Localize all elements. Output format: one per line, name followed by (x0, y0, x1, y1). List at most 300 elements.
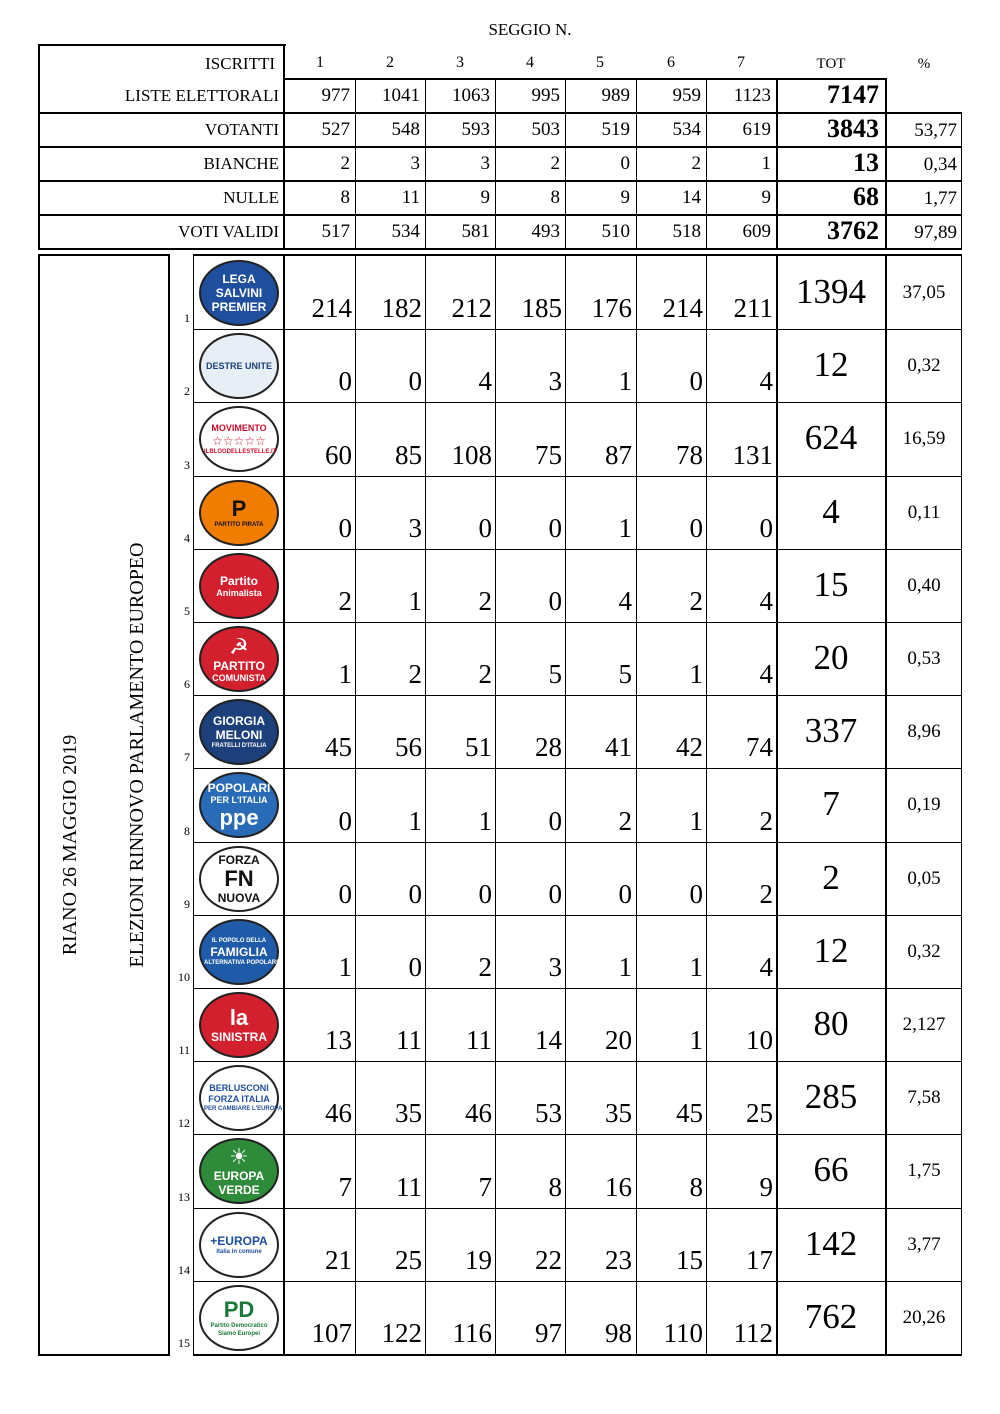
grid-line (38, 112, 962, 114)
party-vote: 116 (452, 1318, 492, 1348)
party-vote: 1 (338, 659, 352, 689)
logo-text: MOVIMENTO (211, 422, 267, 433)
logo-text: Siamo Europei (217, 1331, 260, 1337)
party-vote: 11 (466, 1025, 492, 1055)
stat-percent: 53,77 (914, 120, 957, 141)
party-vote: 1 (338, 952, 352, 982)
logo-text: POPOLARI (207, 780, 271, 795)
grid-line (38, 44, 286, 46)
movimento-5-stelle-logo (199, 406, 279, 472)
logo-text: ☭ (229, 633, 249, 659)
stat-percent: 0,34 (923, 154, 957, 175)
partito-democratico-logo (199, 1285, 279, 1351)
logo-text: ILBLOGDELLESTELLE.IT (204, 448, 277, 455)
party-vote: 131 (732, 440, 773, 470)
party-vote: 75 (535, 440, 562, 470)
party-total: 4 (822, 492, 840, 531)
stat-total: 13 (853, 148, 879, 177)
logo-text: ALTERNATIVA POPOLARE (204, 960, 281, 966)
party-total: 20 (813, 638, 849, 677)
seggio-number: 7 (737, 54, 745, 71)
lega-salvini-logo (199, 260, 279, 326)
seggio-number: 5 (596, 54, 604, 71)
seggio-number: 2 (386, 54, 394, 71)
grid-line (193, 1208, 961, 1209)
party-vote: 0 (338, 806, 352, 836)
stat-value: 1123 (733, 85, 771, 106)
stat-total: 68 (853, 182, 879, 211)
stat-value: 548 (391, 119, 420, 140)
grid-line (38, 146, 962, 148)
popolari-per-italia-logo (199, 772, 279, 838)
logo-text: VERDE (218, 1183, 260, 1197)
stat-value: 2 (691, 153, 701, 174)
party-vote: 35 (605, 1098, 632, 1128)
party-total: 285 (804, 1077, 858, 1116)
party-vote: 0 (548, 806, 562, 836)
party-vote: 23 (605, 1245, 632, 1275)
party-vote: 1 (408, 586, 422, 616)
party-vote: 9 (759, 1172, 773, 1202)
party-number: 13 (178, 1190, 190, 1204)
party-total: 2 (822, 858, 840, 897)
party-vote: 21 (325, 1245, 352, 1275)
logo-text: BERLUSCONI (209, 1083, 269, 1093)
europa-verde-logo (199, 1138, 279, 1204)
logo-text: ☀ (229, 1144, 249, 1169)
logo-text: Partito Democratico (210, 1323, 268, 1329)
party-total: 15 (813, 565, 849, 604)
stat-value: 1063 (452, 85, 490, 106)
party-vote: 4 (759, 659, 773, 689)
party-vote: 185 (521, 293, 562, 323)
party-vote: 42 (676, 732, 703, 762)
stat-value: 2 (340, 153, 350, 174)
party-percent: 0,11 (907, 502, 941, 523)
party-total: 66 (813, 1150, 849, 1189)
seggio-number: 4 (526, 54, 534, 71)
party-percent: 0,19 (907, 794, 941, 815)
party-vote: 45 (676, 1098, 703, 1128)
stat-row-label: LISTE ELETTORALI (124, 86, 279, 105)
party-vote: 3 (408, 513, 422, 543)
party-number: 5 (184, 604, 190, 618)
grid-line (193, 329, 961, 330)
party-vote: 1 (689, 1025, 703, 1055)
party-vote: 108 (451, 440, 492, 470)
side-title-election: ELEZIONI RINNOVO PARLAMENTO EUROPEO (126, 542, 148, 968)
party-percent: 2,127 (902, 1014, 946, 1035)
grid-line (193, 1281, 961, 1282)
party-vote: 45 (325, 732, 352, 762)
party-percent: 37,05 (902, 282, 946, 303)
party-vote: 0 (408, 366, 422, 396)
party-vote: 53 (535, 1098, 562, 1128)
grid-line (193, 402, 961, 403)
party-vote: 2 (618, 806, 632, 836)
party-vote: 0 (408, 879, 422, 909)
party-vote: 0 (759, 513, 773, 543)
party-vote: 2 (478, 952, 492, 982)
logo-text: FAMIGLIA (210, 945, 268, 959)
grid-line (355, 80, 356, 250)
party-vote: 1 (478, 806, 492, 836)
logo-text: Italia in comune (216, 1249, 262, 1255)
grid-line (706, 80, 707, 250)
party-vote: 214 (311, 293, 352, 323)
party-vote: 78 (676, 440, 703, 470)
party-vote: 11 (396, 1172, 422, 1202)
party-vote: 87 (605, 440, 632, 470)
stat-value: 989 (601, 85, 630, 106)
party-vote: 110 (663, 1318, 703, 1348)
logo-text: SINISTRA (210, 1030, 267, 1044)
grid-line (38, 254, 40, 1356)
logo-text: GIORGIA (212, 714, 265, 728)
stat-value: 493 (531, 221, 560, 242)
stat-value: 619 (742, 119, 771, 140)
seggio-header: SEGGIO N. (488, 20, 572, 39)
logo-text: FN (224, 866, 254, 891)
stat-total: 3762 (827, 216, 879, 245)
stat-total: 7147 (827, 80, 879, 109)
party-vote: 0 (689, 879, 703, 909)
party-vote: 1 (618, 513, 632, 543)
party-vote: 4 (759, 366, 773, 396)
party-vote: 0 (338, 879, 352, 909)
party-vote: 0 (548, 879, 562, 909)
logo-text: ☆☆☆☆☆ (212, 433, 266, 448)
logo-text: PREMIER (211, 300, 267, 314)
stat-value: 11 (401, 187, 420, 208)
party-vote: 35 (395, 1098, 422, 1128)
stat-row-label: BIANCHE (203, 154, 279, 173)
party-vote: 2 (408, 659, 422, 689)
grid-line (193, 254, 194, 1356)
party-vote: 28 (535, 732, 562, 762)
stat-value: 8 (340, 187, 350, 208)
party-vote: 1 (689, 659, 703, 689)
grid-line (193, 915, 961, 916)
party-vote: 3 (548, 952, 562, 982)
party-vote: 20 (605, 1025, 632, 1055)
stat-value: 510 (601, 221, 630, 242)
stat-value: 977 (321, 85, 350, 106)
logo-text: PER CAMBIARE L'EUROPA (204, 1106, 283, 1112)
stat-value: 14 (682, 187, 701, 208)
party-vote: 214 (662, 293, 703, 323)
destre-unite-logo (199, 333, 279, 399)
logo-text: Animalista (216, 587, 262, 598)
party-vote: 8 (548, 1172, 562, 1202)
grid-line (38, 248, 962, 250)
logo-text: FORZA (218, 853, 260, 867)
party-number: 15 (178, 1336, 190, 1350)
party-number: 9 (184, 897, 190, 911)
party-vote: 1 (618, 952, 632, 982)
la-sinistra-logo (199, 992, 279, 1058)
party-vote: 0 (338, 513, 352, 543)
grid-line (38, 214, 962, 216)
party-total: 142 (804, 1224, 858, 1263)
party-total: 624 (804, 418, 858, 457)
tot-header: TOT (816, 56, 846, 72)
stat-value: 593 (461, 119, 490, 140)
logo-text: COMUNISTA (212, 672, 266, 683)
party-vote: 0 (408, 952, 422, 982)
party-vote: 10 (746, 1025, 773, 1055)
party-number: 14 (178, 1263, 190, 1277)
logo-text: ppe (219, 804, 259, 830)
forza-italia-logo (199, 1065, 283, 1131)
grid-line (193, 549, 961, 550)
party-vote: 4 (478, 366, 492, 396)
party-vote: 22 (535, 1245, 562, 1275)
grid-line (193, 1061, 961, 1062)
party-vote: 0 (618, 879, 632, 909)
fratelli-italia-logo (199, 699, 279, 765)
logo-text: PARTITO (213, 658, 265, 673)
party-number: 3 (184, 458, 190, 472)
party-vote: 0 (548, 513, 562, 543)
grid-line (636, 80, 637, 250)
party-percent: 3,77 (907, 1234, 941, 1255)
grid-line (285, 78, 887, 80)
logo-text: FORZA ITALIA (208, 1094, 270, 1104)
party-vote: 8 (689, 1172, 703, 1202)
party-vote: 56 (395, 732, 422, 762)
party-vote: 4 (759, 586, 773, 616)
party-vote: 2 (478, 586, 492, 616)
party-percent: 0,32 (907, 941, 941, 962)
seggio-number: 1 (316, 54, 324, 71)
stat-value: 2 (550, 153, 560, 174)
stat-row-label: VOTANTI (204, 120, 279, 139)
party-vote: 4 (618, 586, 632, 616)
party-vote: 46 (325, 1098, 352, 1128)
party-vote: 14 (535, 1025, 562, 1055)
grid-line (193, 1134, 961, 1135)
party-vote: 7 (338, 1172, 352, 1202)
party-vote: 97 (535, 1318, 562, 1348)
party-vote: 2 (759, 879, 773, 909)
grid-line (38, 180, 962, 182)
party-percent: 8,96 (907, 721, 941, 742)
party-vote: 2 (759, 806, 773, 836)
party-vote: 176 (591, 293, 632, 323)
party-number: 10 (178, 970, 190, 984)
party-vote: 2 (478, 659, 492, 689)
party-vote: 0 (548, 586, 562, 616)
stat-value: 581 (461, 221, 490, 242)
grid-line (193, 842, 961, 843)
pct-header: % (917, 56, 931, 72)
logo-text: PD (223, 1297, 255, 1322)
logo-text: P (231, 496, 247, 521)
party-vote: 0 (478, 513, 492, 543)
party-vote: 15 (676, 1245, 703, 1275)
stat-value: 3 (410, 153, 420, 174)
stat-row-label: VOTI VALIDI (178, 222, 279, 241)
party-vote: 0 (689, 366, 703, 396)
party-vote: 4 (759, 952, 773, 982)
stat-value: 534 (672, 119, 701, 140)
party-vote: 98 (605, 1318, 632, 1348)
stat-value: 995 (531, 85, 560, 106)
seggio-number: 6 (667, 54, 675, 71)
party-total: 80 (813, 1004, 849, 1043)
grid-line (193, 254, 961, 256)
party-vote: 51 (465, 732, 492, 762)
party-total: 12 (813, 345, 849, 384)
logo-text: NUOVA (217, 891, 261, 905)
logo-text: EUROPA (213, 1169, 265, 1183)
grid-line (193, 1354, 961, 1356)
party-vote: 5 (548, 659, 562, 689)
party-vote: 25 (395, 1245, 422, 1275)
grid-line (38, 1354, 170, 1356)
party-vote: 2 (338, 586, 352, 616)
logo-text: LEGA (222, 272, 256, 286)
party-vote: 46 (465, 1098, 492, 1128)
party-percent: 7,58 (907, 1087, 941, 1108)
party-vote: 16 (605, 1172, 632, 1202)
grid-line (885, 80, 887, 250)
popolo-famiglia-logo (199, 919, 279, 985)
party-percent: 16,59 (902, 428, 946, 449)
stat-value: 503 (531, 119, 560, 140)
party-vote: 182 (381, 293, 422, 323)
party-number: 7 (184, 750, 190, 764)
party-number: 8 (184, 824, 190, 838)
stat-value: 519 (601, 119, 630, 140)
party-total: 1394 (796, 272, 866, 311)
stat-value: 517 (321, 221, 350, 242)
party-vote: 25 (746, 1098, 773, 1128)
grid-line (193, 622, 961, 623)
party-total: 762 (804, 1297, 858, 1336)
grid-line (193, 476, 961, 477)
stat-value: 9 (620, 187, 630, 208)
party-percent: 0,40 (907, 575, 941, 596)
logo-text: PER L'ITALIA (210, 794, 268, 805)
party-vote: 112 (733, 1318, 773, 1348)
partito-pirata-logo (199, 480, 279, 546)
party-number: 11 (178, 1043, 190, 1057)
logo-text: PARTITO PIRATA (214, 522, 264, 528)
party-vote: 74 (746, 732, 773, 762)
logo-text: FRATELLI D'ITALIA (211, 743, 267, 749)
party-number: 6 (184, 677, 190, 691)
party-vote: 1 (689, 952, 703, 982)
party-vote: 13 (325, 1025, 352, 1055)
party-number: 12 (178, 1116, 190, 1130)
party-vote: 0 (478, 879, 492, 909)
grid-line (425, 80, 426, 250)
party-number: 2 (184, 384, 190, 398)
stat-value: 609 (742, 221, 771, 242)
grid-line (193, 695, 961, 696)
stat-value: 527 (321, 119, 350, 140)
stat-value: 1041 (382, 85, 420, 106)
party-number: 4 (184, 531, 190, 545)
stat-value: 518 (672, 221, 701, 242)
party-percent: 0,53 (907, 648, 941, 669)
party-vote: 122 (381, 1318, 422, 1348)
party-vote: 41 (605, 732, 632, 762)
grid-line (38, 254, 170, 256)
stat-value: 959 (672, 85, 701, 106)
partito-comunista-logo (199, 626, 279, 692)
stat-value: 534 (391, 221, 420, 242)
party-percent: 1,75 (907, 1160, 941, 1181)
logo-text: SALVINI (215, 286, 263, 300)
party-vote: 7 (478, 1172, 492, 1202)
party-vote: 17 (746, 1245, 773, 1275)
logo-text: la (229, 1005, 249, 1030)
seggio-number: 3 (456, 54, 464, 71)
party-vote: 107 (311, 1318, 352, 1348)
party-number: 1 (184, 311, 190, 325)
party-vote: 3 (548, 366, 562, 396)
stat-value: 9 (761, 187, 771, 208)
stat-value: 8 (550, 187, 560, 208)
logo-text: IL POPOLO DELLA (211, 938, 267, 944)
party-vote: 85 (395, 440, 422, 470)
side-title-date: RIANO 26 MAGGIO 2019 (59, 734, 81, 956)
party-vote: 0 (338, 366, 352, 396)
party-total: 337 (804, 711, 858, 750)
grid-line (38, 44, 40, 250)
stat-value: 9 (480, 187, 490, 208)
party-vote: 211 (733, 293, 773, 323)
forza-nuova-logo (199, 846, 279, 912)
party-vote: 0 (689, 513, 703, 543)
party-percent: 0,32 (907, 355, 941, 376)
party-percent: 20,26 (902, 1307, 946, 1328)
grid-line (776, 80, 778, 250)
iscritti-label: ISCRITTI (205, 54, 275, 73)
party-total: 12 (813, 931, 849, 970)
grid-line (565, 80, 566, 250)
stat-total: 3843 (827, 114, 879, 143)
stat-value: 1 (761, 153, 771, 174)
party-vote: 212 (451, 293, 492, 323)
party-vote: 2 (689, 586, 703, 616)
party-vote: 11 (396, 1025, 422, 1055)
grid-line (961, 112, 962, 250)
stat-percent: 1,77 (923, 188, 957, 209)
grid-line (283, 44, 285, 250)
logo-text: +EUROPA (210, 1234, 268, 1248)
party-vote: 60 (325, 440, 352, 470)
party-total: 7 (822, 784, 840, 823)
party-vote: 1 (408, 806, 422, 836)
stat-row-label: NULLE (223, 188, 279, 207)
stat-value: 3 (480, 153, 490, 174)
stat-percent: 97,89 (914, 222, 957, 243)
grid-line (961, 254, 962, 1356)
stat-value: 0 (620, 153, 630, 174)
party-vote: 1 (618, 366, 632, 396)
grid-line (193, 988, 961, 989)
logo-text: MELONI (215, 728, 263, 742)
party-vote: 19 (465, 1245, 492, 1275)
party-vote: 5 (618, 659, 632, 689)
piu-europa-logo (199, 1212, 279, 1278)
logo-text: DESTRE UNITE (205, 360, 272, 371)
party-percent: 0,05 (907, 868, 941, 889)
